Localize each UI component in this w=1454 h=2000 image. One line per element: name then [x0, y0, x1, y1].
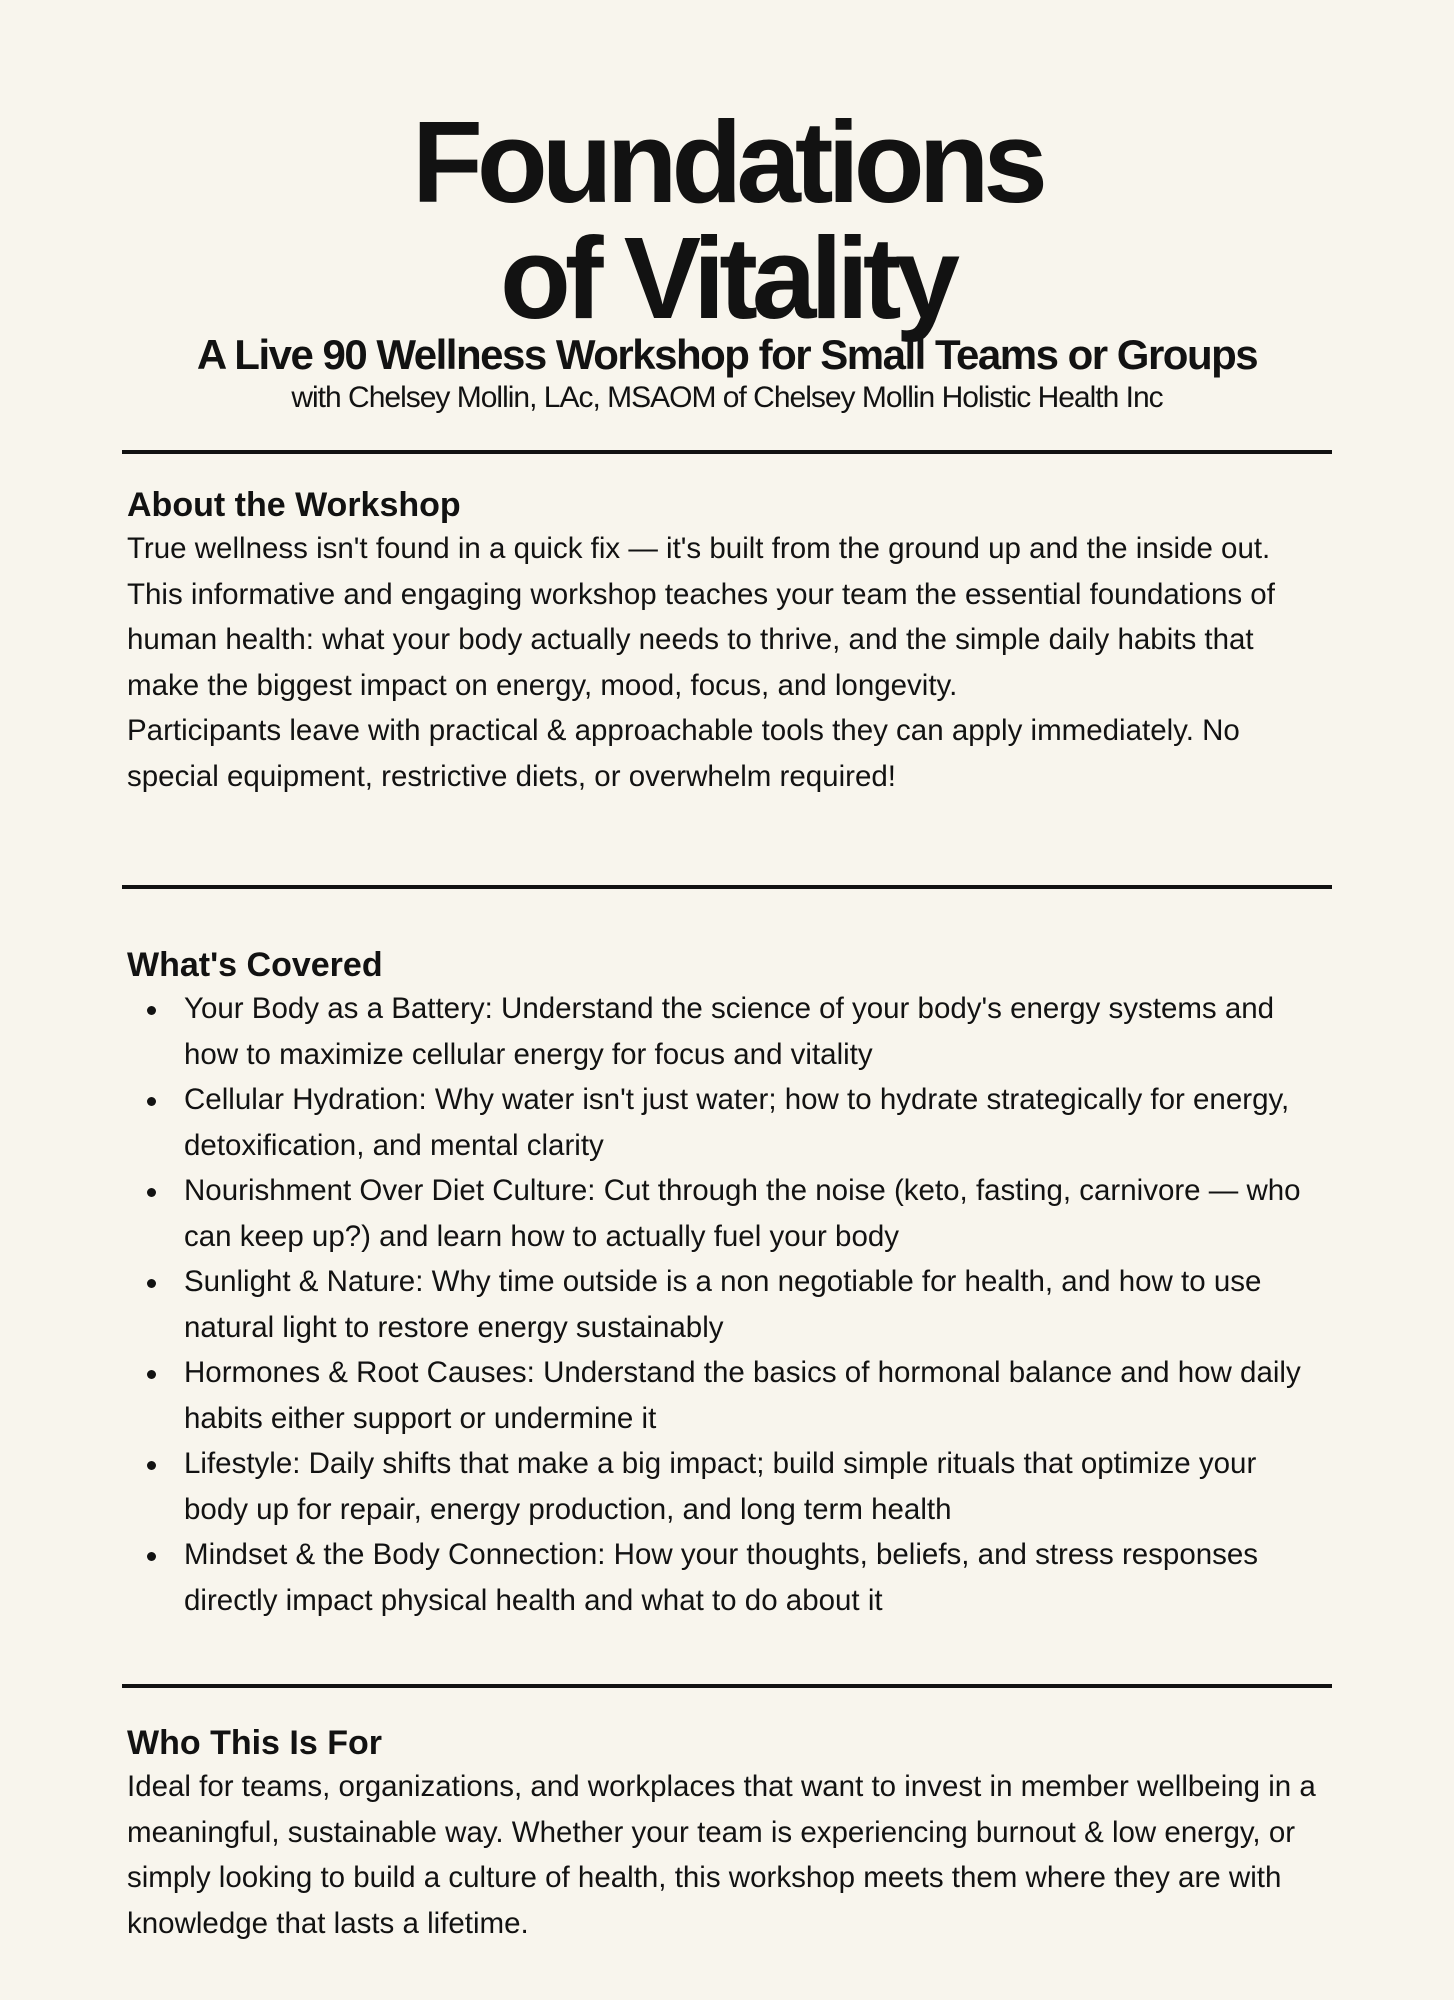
bullet-icon: [147, 1279, 156, 1288]
covered-item-hormones: [127, 1350, 1327, 1441]
about-section: [127, 484, 1327, 799]
bullet-icon: [147, 1097, 156, 1106]
covered-item-nourishment: [127, 1168, 1327, 1259]
about-paragraph-1: True wellness isn't found in a quick fix — it's built from the ground up and the inside out. This informative and engaging workshop teaches your team the essential foundations of human health: what your body actually needs to thrive, and the simple daily habits that make the biggest impact on energy, mood, focus, and longevity.: [127, 532, 1275, 702]
list-item-text: Sunlight & Nature: Why time outside is a non negotiable for health, and how to use natural light to restore energy sustainably: [184, 1265, 1262, 1344]
bullet-icon: [147, 1006, 156, 1015]
list-item-text: Nourishment Over Diet Culture: Cut through the noise (keto, fasting, carnivore — who can keep up?) and learn how to actually fuel your body: [184, 1174, 1301, 1253]
list-item-text: Lifestyle: Daily shifts that make a big impact; build simple rituals that optimize your body up for repair, energy production, and long term health: [184, 1447, 1257, 1526]
subtitle: A Live 90 Wellness Workshop for Small Teams or Groups: [196, 331, 1258, 378]
covered-item-sunlight: [127, 1259, 1327, 1350]
audience-heading: Who This Is For: [127, 1724, 382, 1762]
title-line-2: of Vitality: [500, 213, 954, 343]
about-paragraph-2: Participants leave with practical & approachable tools they can apply immediately. No special equipment, restrictive diets, or overwhelm required!: [127, 714, 1240, 793]
covered-list: [127, 986, 1327, 1623]
list-item-text: Hormones & Root Causes: Understand the basics of hormonal balance and how daily habits either support or undermine it: [184, 1356, 1301, 1435]
list-item-text: Mindset & the Body Connection: How your thoughts, beliefs, and stress responses directly impact physical health and what to do about it: [184, 1538, 1259, 1617]
divider-middle: [122, 885, 1332, 889]
covered-item-lifestyle: [127, 1441, 1327, 1532]
list-item-text: Your Body as a Battery: Understand the science of your body's energy systems and how to maximize cellular energy for focus and vitality: [184, 992, 1275, 1071]
audience-paragraph: Ideal for teams, organizations, and workplaces that want to invest in member wellbeing in a meaningful, sustainable way. Whether your team is experiencing burnout & low energy, or simply looking to build a culture of health, this workshop meets them where they are with knowledge that lasts a lifetime.: [127, 1770, 1316, 1940]
covered-section: [127, 944, 1327, 1623]
title-line-1: Foundations: [412, 97, 1042, 227]
bullet-icon: [147, 1188, 156, 1197]
bullet-icon: [147, 1461, 156, 1470]
about-heading: About the Workshop: [127, 486, 461, 524]
divider-top: [122, 450, 1332, 454]
covered-heading: What's Covered: [127, 946, 383, 984]
covered-item-hydration: [127, 1077, 1327, 1168]
covered-item-battery: [127, 986, 1327, 1077]
bullet-icon: [147, 1370, 156, 1379]
covered-item-mindset: [127, 1532, 1327, 1623]
list-item-text: Cellular Hydration: Why water isn't just water; how to hydrate strategically for energy, detoxification, and mental clarity: [184, 1083, 1290, 1162]
presenter-byline: with Chelsey Mollin, LAc, MSAOM of Chelsey Mollin Holistic Health Inc: [291, 381, 1163, 414]
divider-bottom: [122, 1684, 1332, 1688]
bullet-icon: [147, 1552, 156, 1561]
audience-section: [127, 1722, 1327, 1946]
